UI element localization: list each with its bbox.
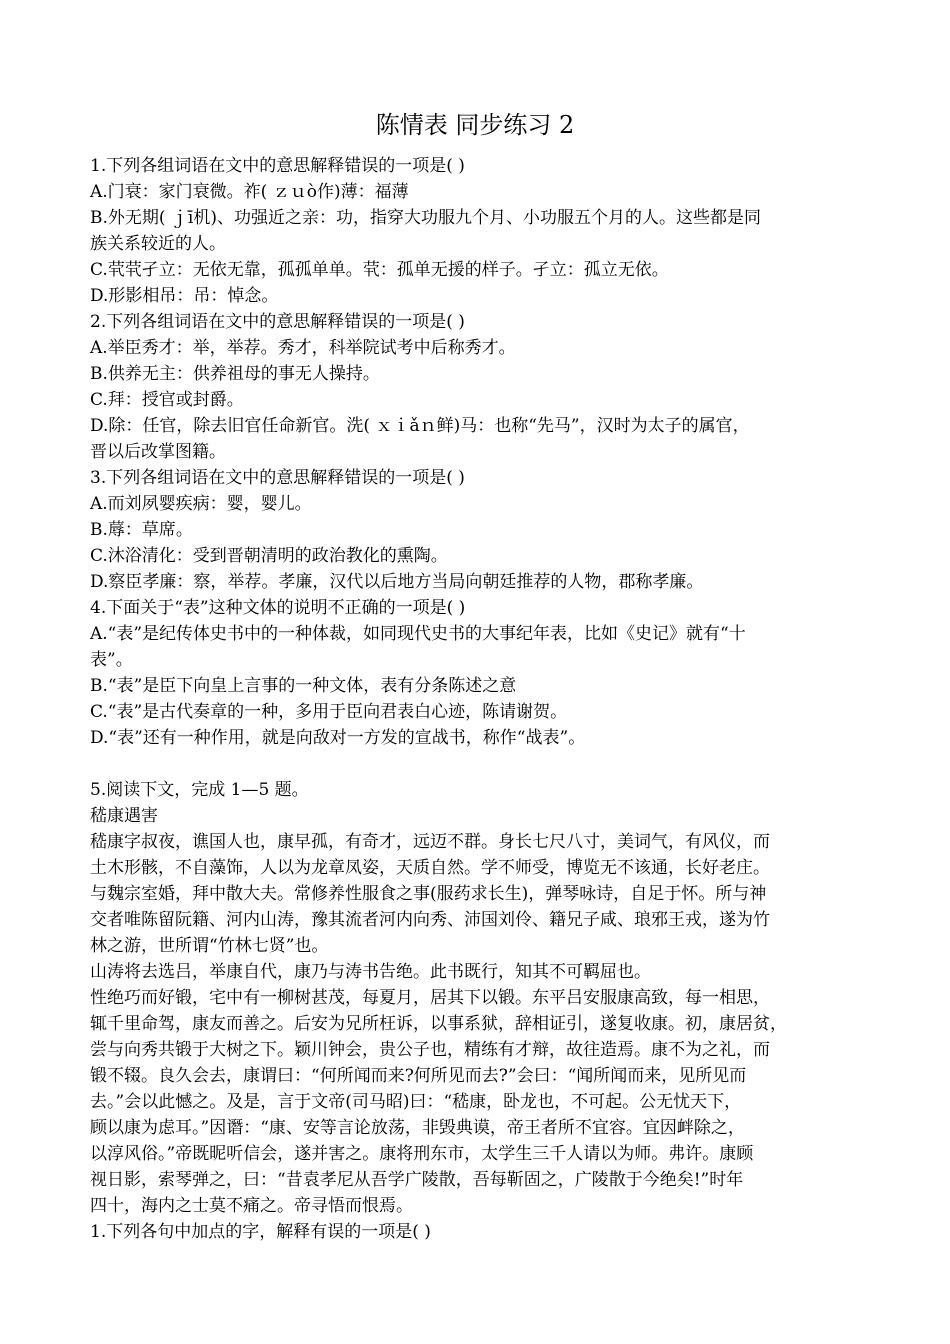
text-line: A.门衰：家门衰微。祚( ｚｕò作)薄：福薄 <box>90 182 409 202</box>
text-line: C.沐浴清化：受到晋朝清明的政治教化的熏陶。 <box>90 546 448 566</box>
text-line: B.蓐：草席。 <box>90 520 193 540</box>
text-line: C.茕茕孑立：无依无靠，孤孤单单。茕：孤单无援的样子。孑立：孤立无依。 <box>90 260 669 280</box>
text-line: 4.下面关于“表”这种文体的说明不正确的一项是( ) <box>90 598 466 618</box>
text-line: 以淳风俗。”帝既昵听信会，遂并害之。康将刑东市，太学生三千人请以为师。弗许。康顾 <box>90 1144 754 1164</box>
text-line: 晋以后改掌图籍。 <box>90 442 226 462</box>
text-line: A.“表”是纪传体史书中的一种体裁，如同现代史书的大事纪年表，比如《史记》就有“十 <box>90 624 746 644</box>
text-line: 性绝巧而好锻，宅中有一柳树甚茂，每夏月，居其下以锻。东平吕安服康高致，每一相思， <box>90 988 770 1008</box>
text-line: 山涛将去选吕，举康自代，康乃与涛书告绝。此书既行，知其不可羁屈也。 <box>90 962 651 982</box>
text-line: D.除：任官，除去旧官任命新官。洗( ｘｉǎｎ鲜)马：也称“先马”，汉时为太子的属官， <box>90 416 750 436</box>
text-line: 嵇康字叔夜，谯国人也，康早孤，有奇才，远迈不群。身长七尺八寸，美词气，有风仪，而 <box>90 832 770 852</box>
blank-line <box>90 751 862 777</box>
text-line: 土木形骸，不自藻饰，人以为龙章凤姿，天质自然。学不师受，博览无不该通，长好老庄。 <box>90 858 770 878</box>
text-line: C.拜：授官或封爵。 <box>90 390 244 410</box>
text-line: 2.下列各组词语在文中的意思解释错误的一项是( ) <box>90 312 465 332</box>
text-line: 尝与向秀共锻于大树之下。颖川钟会，贵公子也，精练有才辩，故往造焉。康不为之礼，而 <box>90 1040 770 1060</box>
text-line: 表”。 <box>90 650 133 670</box>
text-line: 与魏宗室婚，拜中散大夫。常修养性服食之事(服药求长生)，弹琴咏诗，自足于怀。所与神 <box>90 884 767 904</box>
text-line: B.供养无主：供养祖母的事无人操持。 <box>90 364 380 384</box>
page-title: 陈情表 同步练习 2 <box>375 111 575 139</box>
text-line: 顾以康为虑耳。”因谮：“康、安等言论放荡，非毁典谟，帝王者所不宜容。宜因衅除之， <box>90 1118 745 1138</box>
text-line: 辄千里命驾，康友而善之。后安为兄所枉诉，以事系狱，辞相证引，遂复收康。初，康居贫， <box>90 1014 787 1034</box>
text-line: 视日影，索琴弹之，曰：“昔袁孝尼从吾学广陵散，吾每靳固之，广陵散于今绝矣!”时年 <box>90 1170 744 1190</box>
text-line: D.“表”还有一种作用，就是向敌对一方发的宣战书，称作“战表”。 <box>90 728 586 748</box>
text-line: 交者唯陈留阮籍、河内山涛，豫其流者河内向秀、沛国刘伶、籍兄子咸、琅邪王戎，遂为竹 <box>90 910 770 930</box>
text-line: 锻不辍。良久会去，康谓曰：“何所闻而来?何所见而去?”会曰：“闻所闻而来，见所见而 <box>90 1066 747 1086</box>
text-line: 去。”会以此憾之。及是，言于文帝(司马昭)曰：“嵇康，卧龙也，不可起。公无忧天下， <box>90 1092 742 1112</box>
text-line: 5.阅读下文，完成 1—5 题。 <box>90 780 309 800</box>
text-line: D.形影相吊：吊：悼念。 <box>90 286 279 306</box>
text-line: C.“表”是古代奏章的一种，多用于臣向君表白心迹，陈请谢贺。 <box>90 702 568 722</box>
text-line: B.外无期( ｊī机)、功强近之亲：功，指穿大功服九个月、小功服五个月的人。这些都是同 <box>90 208 762 228</box>
document-body <box>90 153 862 1245</box>
text-line: 3.下列各组词语在文中的意思解释错误的一项是( ) <box>90 468 465 488</box>
text-line: 1.下列各组词语在文中的意思解释错误的一项是( ) <box>90 156 465 176</box>
text-line: A.而刘夙婴疾病：婴，婴儿。 <box>90 494 312 514</box>
text-line: 族关系较近的人。 <box>90 234 226 254</box>
text-line: 林之游，世所谓“竹林七贤”也。 <box>90 936 329 956</box>
text-line: 四十，海内之士莫不痛之。帝寻悟而恨焉。 <box>90 1196 413 1216</box>
text-line: 嵇康遇害 <box>90 806 158 826</box>
text-line: B.“表”是臣下向皇上言事的一种文体，表有分条陈述之意 <box>90 676 517 696</box>
text-line: 1.下列各句中加点的字，解释有误的一项是( ) <box>90 1222 431 1242</box>
text-line: A.举臣秀才：举，举荐。秀才，科举院试考中后称秀才。 <box>90 338 516 358</box>
text-line: D.察臣孝廉：察，举荐。孝廉，汉代以后地方当局向朝廷推荐的人物，郡称孝廉。 <box>90 572 704 592</box>
